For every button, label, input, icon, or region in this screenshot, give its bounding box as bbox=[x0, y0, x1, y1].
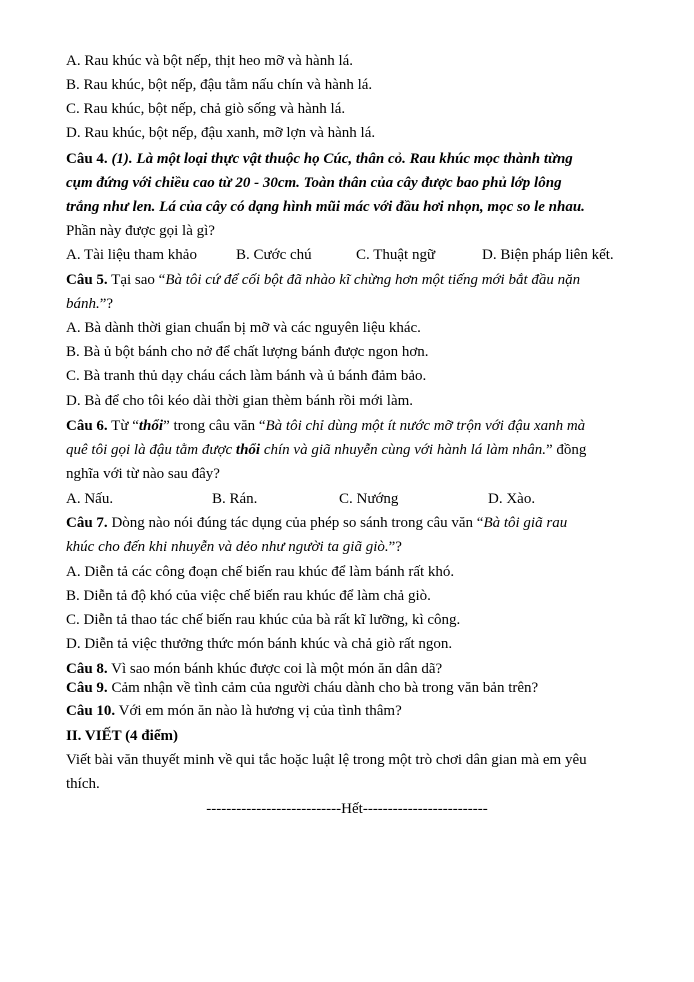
end-marker: ---------------------------Hết------------------------- bbox=[206, 801, 488, 817]
q4-text-2: cụm đứng với chiều cao từ 20 - 30cm. Toàn thân của cây được bao phủ lớp lông bbox=[66, 175, 562, 191]
q6-option-c: C. Nướng bbox=[339, 491, 399, 507]
q5-option-a: A. Bà dành thời gian chuẩn bị mỡ và các nguyên liệu khác. bbox=[66, 320, 421, 336]
q7-option-a: A. Diễn tả các công đoạn chế biến rau khúc để làm bánh rất khó. bbox=[66, 564, 455, 580]
q5-option-b: B. Bà ủ bột bánh cho nở để chất lượng bánh được ngon hơn. bbox=[66, 344, 429, 360]
q6-line-3: nghĩa với từ nào sau đây? bbox=[66, 466, 220, 482]
q7-line-2: khúc cho đến khi nhuyễn và dẻo như người ta giã giò.”? bbox=[66, 539, 402, 555]
q3-option-a: A. Rau khúc và bột nếp, thịt heo mỡ và hành lá. bbox=[66, 53, 354, 69]
section-2-heading: II. VIẾT (4 điểm) bbox=[66, 728, 178, 744]
q4-option-b: B. Cước chú bbox=[236, 247, 312, 263]
q9-line: Câu 9. Cảm nhận về tình cảm của người cháu dành cho bà trong văn bản trên? bbox=[66, 680, 539, 696]
q5-line-2: bánh.”? bbox=[66, 296, 114, 312]
q4-option-c: C. Thuật ngữ bbox=[356, 247, 436, 263]
q10-label: Câu 10. bbox=[66, 703, 116, 719]
q4-line-1 bbox=[66, 149, 646, 169]
q7-quote-1: Bà tôi giã rau bbox=[483, 515, 568, 531]
q6-option-d: D. Xào. bbox=[488, 491, 536, 507]
q6-line-1: Câu 6. Từ “thổi” trong câu văn “Bà tôi chỉ dùng một ít nước mỡ trộn với đậu xanh mà bbox=[66, 418, 586, 434]
q6-option-b: B. Rán. bbox=[212, 491, 258, 507]
q4-line-2 bbox=[66, 173, 646, 193]
q4-text-3: trắng như len. Lá của cây có dạng hình mũi mác với đầu hơi nhọn, mọc so le nhau. bbox=[66, 199, 585, 215]
q4-option-d: D. Biện pháp liên kết. bbox=[482, 247, 614, 263]
q5-option-d: D. Bà để cho tôi kéo dài thời gian thèm bánh rồi mới làm. bbox=[66, 393, 414, 409]
q7-label: Câu 7. bbox=[66, 515, 108, 531]
q7-option-b: B. Diễn tả độ khó của việc chế biến rau khúc để làm chả giò. bbox=[66, 588, 431, 604]
q7-option-c: C. Diễn tả thao tác chế biến rau khúc của bà rất kĩ lưỡng, kì công. bbox=[66, 612, 461, 628]
q8-label: Câu 8. bbox=[66, 661, 108, 677]
section-2-task-1: Viết bài văn thuyết minh về qui tắc hoặc luật lệ trong một trò chơi dân gian mà em yêu bbox=[66, 752, 587, 768]
q7-quote-2: khúc cho đến khi nhuyễn và dẻo như người ta giã giò. bbox=[66, 539, 389, 555]
q3-option-c: C. Rau khúc, bột nếp, chả giò sống và hành lá. bbox=[66, 101, 346, 117]
q4-text-1: (1). Là một loại thực vật thuộc họ Cúc, thân cỏ. Rau khúc mọc thành từng bbox=[107, 151, 573, 167]
q5-option-c: C. Bà tranh thủ dạy cháu cách làm bánh và ủ bánh đảm bảo. bbox=[66, 368, 427, 384]
q6-quote-1: Bà tôi chỉ dùng một ít nước mỡ trộn với đậu xanh mà bbox=[265, 418, 586, 434]
q3-option-b: B. Rau khúc, bột nếp, đậu tằm nấu chín và hành lá. bbox=[66, 77, 373, 93]
q4-label: Câu 4. bbox=[66, 151, 108, 167]
q6-option-a: A. Nấu. bbox=[66, 491, 114, 507]
section-2-task-2: thích. bbox=[66, 776, 100, 792]
q5-line-1: Câu 5. Tại sao “Bà tôi cứ để cối bột đã nhào kĩ chừng hơn một tiếng mới bắt đầu nặn bbox=[66, 272, 581, 288]
q4-question: Phần này được gọi là gì? bbox=[66, 223, 215, 239]
q6-word: thổi bbox=[138, 418, 164, 434]
q8-line: Câu 8. Vì sao món bánh khúc được coi là một món ăn dân dã? bbox=[66, 661, 443, 677]
q6-line-2: quê tôi gọi là đậu tằm được thổi chín và giã nhuyễn cùng với hành lá làm nhân.” đồng bbox=[66, 442, 587, 458]
q7-option-d: D. Diễn tả việc thưởng thức món bánh khúc và chả giò rất ngon. bbox=[66, 636, 453, 652]
q4-line-3 bbox=[66, 197, 646, 217]
q6-label: Câu 6. bbox=[66, 418, 108, 434]
q10-line: Câu 10. Với em món ăn nào là hương vị của tình thâm? bbox=[66, 703, 402, 719]
q4-option-a: A. Tài liệu tham khảo bbox=[66, 247, 197, 263]
q5-label: Câu 5. bbox=[66, 272, 108, 288]
q5-quote-2: bánh. bbox=[66, 296, 100, 312]
q9-label: Câu 9. bbox=[66, 680, 108, 696]
q3-option-d: D. Rau khúc, bột nếp, đậu xanh, mỡ lợn và hành lá. bbox=[66, 125, 376, 141]
q7-line-1: Câu 7. Dòng nào nói đúng tác dụng của phép so sánh trong câu văn “Bà tôi giã rau bbox=[66, 515, 568, 531]
q5-quote-1: Bà tôi cứ để cối bột đã nhào kĩ chừng hơn một tiếng mới bắt đầu nặn bbox=[165, 272, 581, 288]
